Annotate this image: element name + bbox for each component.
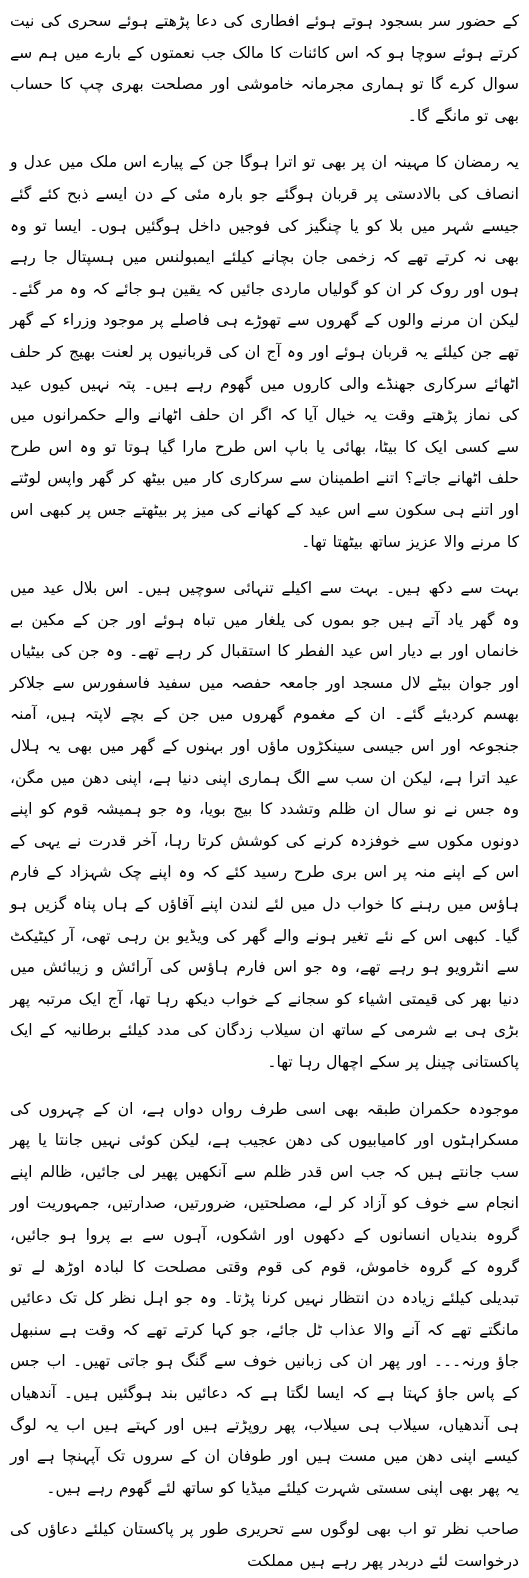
article-paragraph-5: صاحب نظر تو اب بھی لوگوں سے تحریری طور پر پاکستان کیلئے دعاؤں کی درخواست لئے دربدر پھر رہے ہیں مملکت [10, 1520, 519, 1570]
article-paragraph-2: یہ رمضان کا مہینہ ان پر بھی تو اترا ہوگا جن کے پیارے اس ملک میں عدل و انصاف کی بالادستی پر قربان ہوگئے جو بارہ مئی کے دن ایسے ذبح کئے گئے جیسے شہر میں بلا کو یا چنگیز کی فوجیں داخل ہوگئیں ہوں۔ ایسا تو وہ بھی نہ کرتے تھے کہ زخمی جان بچانے کیلئے ایمبولنس میں ہسپتال جا رہے ہوں اور روک کر ان کو گولیاں ماردی جائیں کہ یقین ہو جائے کہ وہ مر گئے۔ لیکن ان مرنے والوں کے گھروں سے تھوڑے ہی فاصلے پر موجود وزراء کے گھر تھے جن کیلئے یہ قربان ہوئے اور وہ آج ان کی قربانیوں پر لعنت بھیج کر حلف اٹھائے سرکاری جھنڈے والی کاروں میں گھوم رہے ہیں۔ پتہ نہیں کیوں عید کی نماز پڑھتے وقت یہ خیال آیا کہ اگر ان حلف اٹھانے والے حکمرانوں میں سے کسی ایک کا بیٹا، بھائی یا باپ اس طرح مارا گیا ہوتا تو وہ اس طرح حلف اٹھانے جاتے؟ اتنے اطمینان سے سرکاری کار میں بیٹھ کر گھر واپس لوٹتے اور اتنے ہی سکون سے اس عید کے کھانے کی میز پر بیٹھتے جس پر کبھی اس کا مرنے والا عزیز ساتھ بیٹھتا تھا۔ [10, 153, 519, 551]
article-paragraph-1: کے حضور سر بسجود ہوتے ہوئے افطاری کی دعا پڑھتے ہوئے سحری کی نیت کرتے ہوئے سوچا ہو کہ اس کائنات کا مالک جب نعمتوں کے بارے میں ہم سے سوال کرے گا تو ہماری مجرمانہ خاموشی اور مصلحت بھری چپ کا حساب بھی تو مانگے گا۔ [10, 12, 519, 125]
article-paragraph-4: موجودہ حکمران طبقہ بھی اسی طرف رواں دواں ہے، ان کے چہروں کی مسکراہٹوں اور کامیابیوں کی دھن عجیب ہے، لیکن کوئی نہیں جانتا یا پھر سب جانتے ہیں کہ جب اس قدر ظلم سے آنکھیں پھیر لی جائیں، ظالم اپنے انجام سے خوف کو آزاد کر لے، مصلحتیں، ضرورتیں، صدارتیں، جمہوریت اور گروہ بندیاں انسانوں کے دکھوں اور اشکوں، آہوں سے بے پروا ہو جائیں، گروہ کے گروہ خاموش، قوم کی قوم وقتی مصلحت کا لبادہ اوڑھ لے تو تبدیلی کیلئے زیادہ دن انتظار نہیں کرنا پڑتا۔ وہ جو اہل نظر کل تک دعائیں مانگتے تھے کہ آنے والا عذاب ٹل جائے، جو کہا کرتے تھے کہ وقت ہے سنبھل جاؤ ورنہ۔۔۔ اور پھر ان کی زبانیں خوف سے گنگ ہو جاتی تھیں۔ اب جس کے پاس جاؤ کہتا ہے کہ ایسا لگتا ہے کہ دعائیں بند ہوگئیں ہیں۔ آندھیاں ہی آندھیاں، سیلاب ہی سیلاب، پھر روپڑتے ہیں اور کہتے ہیں اب یہ لوگ کیسے اپنی دھن میں مست ہیں اور طوفان ان کے سروں تک آپہنچا ہے اور یہ پھر بھی اپنی سستی شہرت کیلئے میڈیا کو ساتھ لئے گھوم رہے ہیں۔ [10, 1099, 519, 1497]
article-paragraph-3: بہت سے دکھ ہیں۔ بہت سے اکیلے تنہائی سوچیں ہیں۔ اس بلال عید میں وہ گھر یاد آتے ہیں جو بموں کی یلغار میں تباہ ہوئے اور جن کے مکین بے خانماں اور بے دیار اس عید الفطر کا استقبال کر رہے تھے۔ وہ جن کی بیٹیاں اور جوان بیٹے لال مسجد اور جامعہ حفصہ میں سفید فاسفورس سے جلاکر بھسم کردیئے گئے۔ ان کے مغموم گھروں میں جن کے بچے لاپتہ ہیں، آمنہ جنجوعہ اور اس جیسی سینکڑوں ماؤں اور بہنوں کے گھر میں بھی یہ ہلال عید اترا ہے، لیکن ان سب سے الگ ہماری اپنی دنیا ہے، اپنی دھن میں مگن، وہ جس نے نو سال ان ظلم وتشدد کا بیج بویا، وہ جو ہمیشہ قوم کو اپنے دونوں مکوں سے خوفزدہ کرنے کی کوشش کرتا رہا، آخر قدرت نے یہی کے اس کے اپنے منہ پر اس بری طرح رسید کئے کہ وہ اپنے چک شہزاد کے فارم ہاؤس میں رہنے کا خواب دل میں لئے لندن اپنے آقاؤں کے ہاں پناہ گزیں ہو گیا۔ کبھی اس کے نئے تغیر ہونے والے گھر کی ویڈیو بن رہی تھی، آر کیٹیکٹ سے انٹرویو ہو رہے تھے، وہ جو اس فارم ہاؤس کی آرائش و زیبائش میں دنیا بھر کی قیمتی اشیاء کو سجانے کے خواب دیکھ رہا تھا، آج ایک مرتبہ پھر بڑی ہی بے شرمی کے ساتھ ان سیلاب زدگان کی مدد کیلئے برطانیہ کے ایک پاکستانی چینل پر سکے اچھال رہا تھا۔ [10, 579, 519, 1071]
